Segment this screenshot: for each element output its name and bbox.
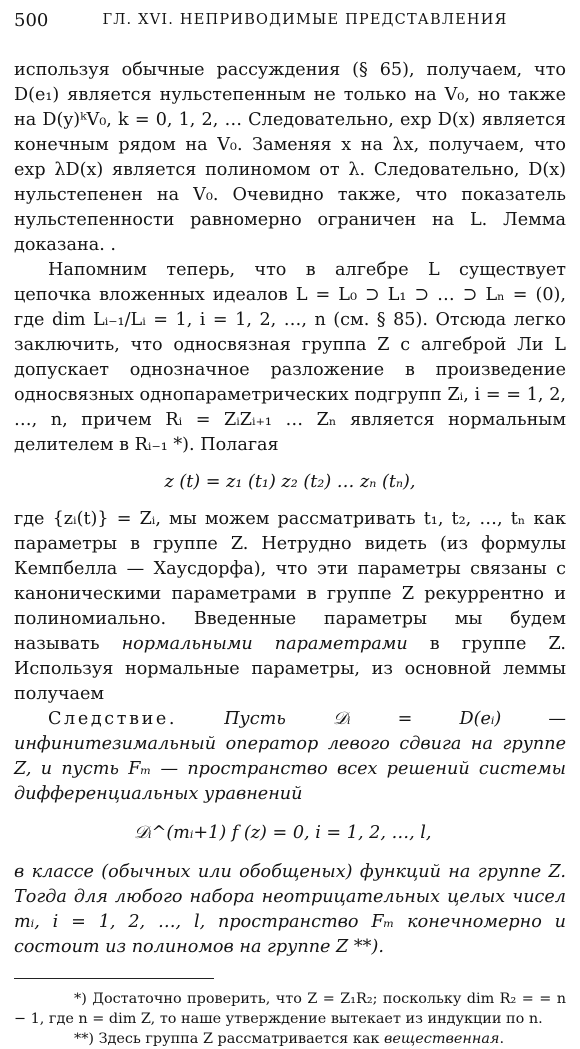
footnote-divider (14, 978, 214, 979)
corollary-text: Пусть 𝒟ᵢ = D(eᵢ) — инфинитезимальный оператор левого сдвига на группе Z, и пусть Fₘ — пространство всех решений системы дифференциальных уравнений (14, 709, 566, 804)
text-run: . (499, 1031, 505, 1047)
corollary-statement (14, 707, 566, 807)
footnote-1: *) Достаточно проверить, что Z = Z₁R₂; поскольку dim R₂ = = n − 1, где n = dim Z, то наше утверждение вытекает из индукции по n. (14, 991, 566, 1027)
corollary-label: Следствие. (48, 709, 178, 729)
running-head: ГЛ. XVI. НЕПРИВОДИМЫЕ ПРЕДСТАВЛЕНИЯ (102, 12, 508, 28)
corollary-conclusion: в классе (обычных или обобщеных) функций на группе Z. Тогда для любого набора неотрицательных целых чисел mᵢ, i = 1, 2, …, l, пространство Fₘ конечномерно и состоит из полиномов на группе Z **). (14, 862, 566, 957)
paragraph-lemma-proof: используя обычные рассуждения (§ 65), получаем, что D(e₁) является нульстепенным не только на V₀, но также на D(y)ᵏV₀, k = 0, 1, 2, … Следовательно, exp D(x) является конечным рядом на V₀. Заменяя x на λx, получаем, что exp λD(x) является полиномом от λ. Следовательно, D(x) нульстепенен на V₀. Очевидно также, что показатель нульстепенности равномерно ограничен на L. Лемма доказана. . (14, 60, 566, 255)
page-body (14, 58, 566, 1049)
equation-differential-system: 𝒟ᵢ^(mᵢ+1) f (z) = 0, i = 1, 2, …, l, (134, 823, 432, 843)
paragraph-ideal-chain: Напомним теперь, что в алгебре L существует цепочка вложенных идеалов L = L₀ ⊃ L₁ ⊃ … ⊃ Lₙ = (0), где dim Lᵢ₋₁/Lᵢ = 1, i = 1, 2, …, n (см. § 85). Отсюда легко заключить, что односвязная группа Z с алгеброй Ли L допускает однозначное разложение в произведение односвязных однопараметрических подгрупп Zᵢ, i = = 1, 2, …, n, причем Rᵢ = ZᵢZᵢ₊₁ … Zₙ является нормальным делителем в Rᵢ₋₁ *). Полагая (14, 260, 566, 455)
equation-decomposition: z (t) = z₁ (t₁) z₂ (t₂) … zₙ (tₙ), (164, 472, 416, 492)
footnote-2 (14, 1029, 566, 1049)
text-run: **) Здесь группа Z рассматривается как (74, 1031, 384, 1047)
italic-term: вещественная (383, 1031, 500, 1047)
page-header (14, 8, 566, 34)
text-run: в группе Z. Используя нормальные параметры, из основной леммы получаем (14, 634, 567, 704)
text-run: где {zᵢ(t)} = Zᵢ, мы можем рассматривать t₁, t₂, …, tₙ как параметры в группе Z. Нетрудно видеть (из формулы Кемпбелла — Хаусдорфа), что эти параметры связаны с каноническими параметрами в группе Z рекуррентно и полиномиально. Введенные параметры мы будем называть (14, 509, 566, 654)
italic-term: нормальными параметрами (121, 634, 408, 654)
paragraph-normal-parameters (14, 507, 566, 707)
page-number: 500 (14, 10, 49, 31)
